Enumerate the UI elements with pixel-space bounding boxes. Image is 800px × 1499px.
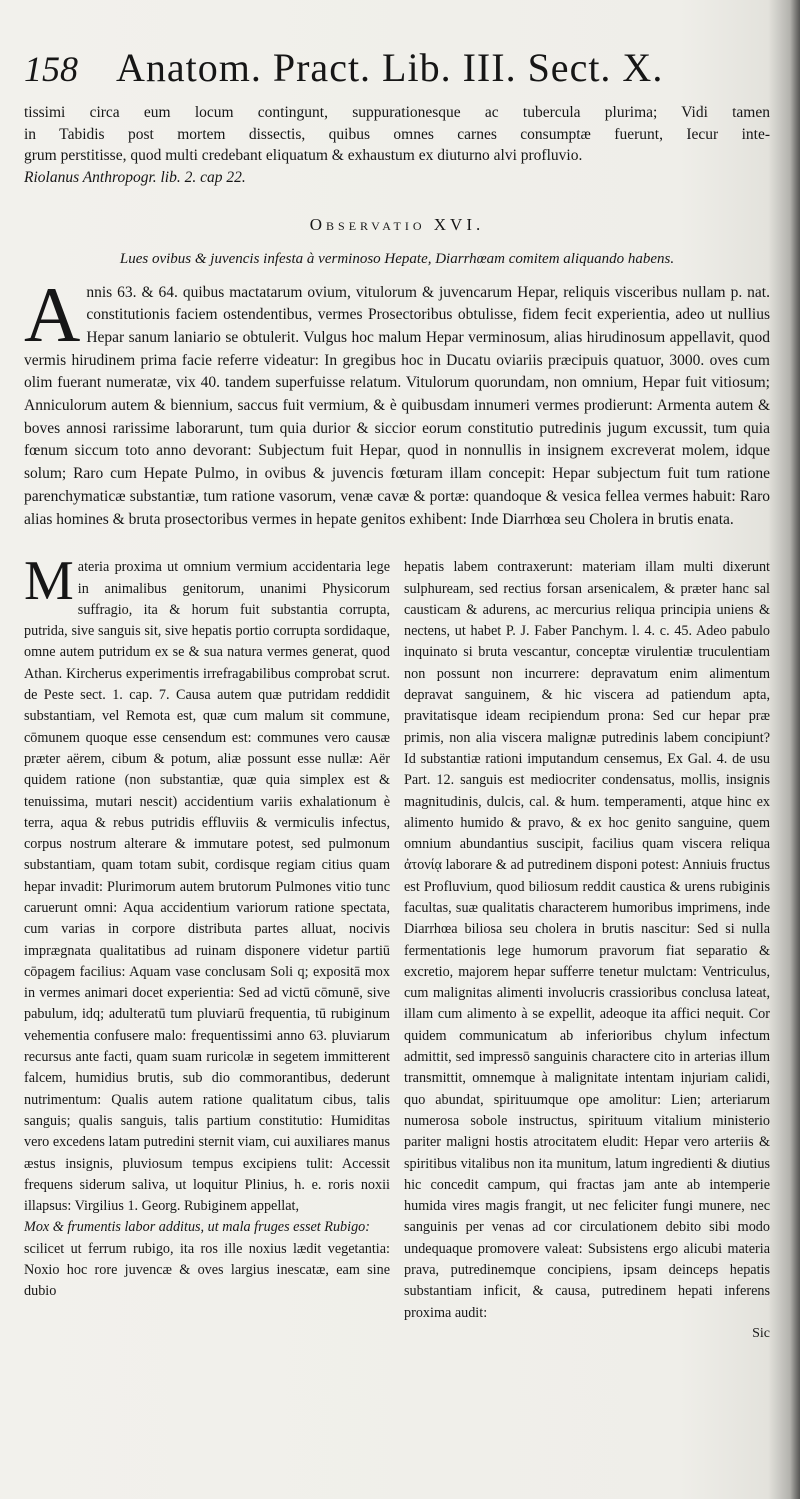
intro-line: grum perstitisse, quod multi credebant eliquatum & exhaustum ex diuturno alvi profluvio.	[24, 147, 583, 164]
verse-quote: Mox & frumentis labor additus, ut mala fruges esset Rubigo:	[24, 1219, 371, 1236]
source-reference: Riolanus Anthropogr. lib. 2. cap 22.	[24, 168, 246, 186]
two-column-body	[24, 550, 770, 1342]
observation-text: nnis 63. & 64. quibus mactatarum ovium, vitulorum & juvencarum Hepar, reliquis visceribus nullam p. nat. constitutionis faciem ostendentibus, vermes Prosectoribus obtulisse, fidem fecit experientia, adeo ut nullius Hepar sanum laniario se obtulerit. Vulgus hoc malum Hepar verminosum, alias hirudinosum appellavit, quod vermis hirudinem prima facie referre videatur: In gregibus hoc in Ducatu oviariis præcipuis quatuor, 3000. oves cum olim fuerant numeratæ, vix 40. tandem superfuisse relatum. Vitulorum quorundam, non omnium, Hepar fuit vitiosum; Anniculorum autem & biennium, saccus fuit vermium, & è quibusdam innumeri vermes prodierunt: Armenta autem & boves annosi rarissime laborarunt, tum quia durior & siccior eorum constitutio putredinis jugum excussit, tum quia fœnum siccum toto anno devorant: Subjectum fuit Hepar, quod in nonnullis in insignem excreverat molem, idque solum; Raro cum Hepate Pulmo, in ovibus & juvencis fœturam illam concepit: Hepar subjectum fuit tum ratione parenchymaticæ substantiæ, tum ratione vasorum, venæ cavæ & portæ: quandoque & vesica fellea vermes habuit: Raro alias homines & bruta prosectoribus vermes in hepate genitos exhibent: Inde Diarrhœa seu Cholera in brutis enata.	[24, 283, 770, 528]
left-column	[24, 550, 390, 1342]
page-edge-shadow	[790, 0, 800, 1499]
observation-subtitle: Lues ovibus & juvencis infesta à verminoso Hepate, Diarrhœam comitem aliquando habens.	[119, 250, 675, 267]
running-title: Anatom. Pract. Lib. III. Sect. X.	[116, 45, 664, 90]
page-number: 158	[24, 49, 78, 89]
right-column	[404, 557, 770, 1342]
intro-line: tissimi circa eum locum contingunt, suppurationesque ac tubercula plurima; Vidi tamen	[24, 104, 770, 121]
drop-cap-initial: M	[24, 550, 74, 613]
left-column-tail: scilicet ut ferrum rubigo, ita ros ille noxius lædit vegetantia: Noxio hoc rore juvencæ & oves largius inescatæ, eam sine dubio	[24, 1240, 390, 1300]
running-head	[24, 44, 770, 102]
intro-line: in Tabidis post mortem dissectis, quibus omnes carnes consumptæ fuerunt, Iecur inte-	[24, 125, 770, 143]
right-column-text: hepatis labem contraxerunt: materiam illam multi dixerunt sulphuream, sed rectius forsan arsenicalem, & præter hanc sal causticam & adurens, ac mercurius reliqua principia uniens & nectens, ut habet P. J. Faber Panchym. l. 4. c. 45. Adeo pabulo inquinato si bruta vescantur, conceptæ virulentiæ truculentiam non possunt non incurrere: depravatum enim alimentum depravat sanguinem, & hic viscera ad patiendum apta, pravitatisque ideam recipiendum prona: Sed cur hepar præ primis, non alia viscera malignæ putredinis labem concipiunt? Id substantiæ rationi imputandum censemus, Ex Gal. 4. de usu Part. 12. sanguis est mediocriter condensatus, mollis, insignis magnitudinis, dulcis, cal. & hum. temperamenti, atque hinc ex alimento humido & pravo, & ex hoc genito sanguine, quem omnium abundantius suscipit, facilius quam viscera reliqua ἀτονίᾳ laborare & ad putredinem disponi potest: Anniuis fructus est Profluvium, quod biliosum reddit caustica & urens rubiginis facultas, suæ qualitatis characterem humoribus imprimens, inde Diarrhœa biliosa seu cholera in brutis nascitur: Sed si nulla fermentationis lege humorum pravorum fiat separatio & excretio, majorem hepar sufferre tenetur mulctam: Ventriculus, cum malignitas alimenti involucris crassioribus conclusa lateat, illam cum alimento à se expellit, adeoque ita affici nequit. Cor quidem communicatum ab inferioribus chylum infectum admittit, sed impressō sanguinis charactere cito in arterias illum transmittit, omnemque à malignitate intentam injuriam calidi, quo abundat, spirituumque ope amolitur: Lien; arteriarum numerosa sobole instructus, spirituum vitalium ministerio pariter maligni hostis atrocitatem eludit: Hepar vero arteriis & spiritibus vitalibus non ita munitum, latum ingredienti & diutius hic concedit campum, qui fractas jam ante ab intemperie humida vires magis frangit, ut nec feliciter fungi munere, nec sanguinis per venas ad cor circulationem debito sibi modo undequaque promovere valeat: Subsistens ergo alicubi materia prava, putredinemque concipiens, ipsam deinceps hepatis substantiam inficit, & causa, putredinem hepati inferens proxima audit:	[404, 559, 770, 1321]
drop-cap-initial: A	[24, 270, 81, 358]
intro-lines	[24, 102, 770, 167]
observation-abstract	[24, 270, 770, 532]
left-column-text: ateria proxima ut omnium vermium accidentaria lege in animalibus genitorum, unanimi Physicorum suffragio, ita & horum fuit substantia corrupta, putrida, sive sanguis sit, sive hepatis portio corrupta sordidaque, omne autem putridum ex se & sua natura vermes generat, quod Athan. Kircherus experimentis irrefragabilibus comprobat scrut. de Peste sect. 1. cap. 7. Causa autem quæ putridam reddidit substantiam, vel Remota est, quæ cum malum sit commune, cōmunem quoque esse censendum est: communes vero causæ præter aërem, cibum & potum, aliæ possunt esse nullæ: Aër quidem ratione (non substantiæ, quæ quia simplex est & tenuissima, mutari nescit) accidentium variis exhalationum è terra, aqua & rebus putridis effluviis & vermiculis infectus, corpus nostrum alterare & immutare potest, sed pulmonum substantiam, quam totam subit, cordisque regiam citius quam hepar invadit: Plurimorum autem brutorum Pulmones vitio tunc caruerunt omni: Aqua accidentium variorum ratione spectata, cum varias in corpore distributa partes alluat, nocivis imprægnata qualitatibus ad ruinam disponere videtur partiū cōpagem facilius: Aquam vase conclusam Soli q; expositā mox in vermes animari docet experientia: Sed ad victū cōmunē, sive pabulum, idq; adulteratū tum pluviarū frequentia, tū rubiginum vehementia confusere malo: frequentissimi anno 63. pluviarum recursus ante facti, quam suam ruricolæ in segetem immitterent falcem, humidius brutis, sub dio commorantibus, dederunt nutrimentum: Qualis autem ratione qualitatum cibus, talis sanguis; qualis sanguis, talis partium constitutio: Humiditas vero excedens latam putredini sternit viam, cui auxiliares manus æstus insignis, pluviosum tempus excipiens tulit: Accessit frequens siderum saliva, ut loquitur Plinius, h. e. roris noxii illapsus: Virgilius 1. Georg. Rubiginem appellat,	[24, 559, 390, 1215]
catchword: Sic	[752, 1325, 770, 1341]
observation-heading: Observatio XVI.	[309, 214, 485, 234]
